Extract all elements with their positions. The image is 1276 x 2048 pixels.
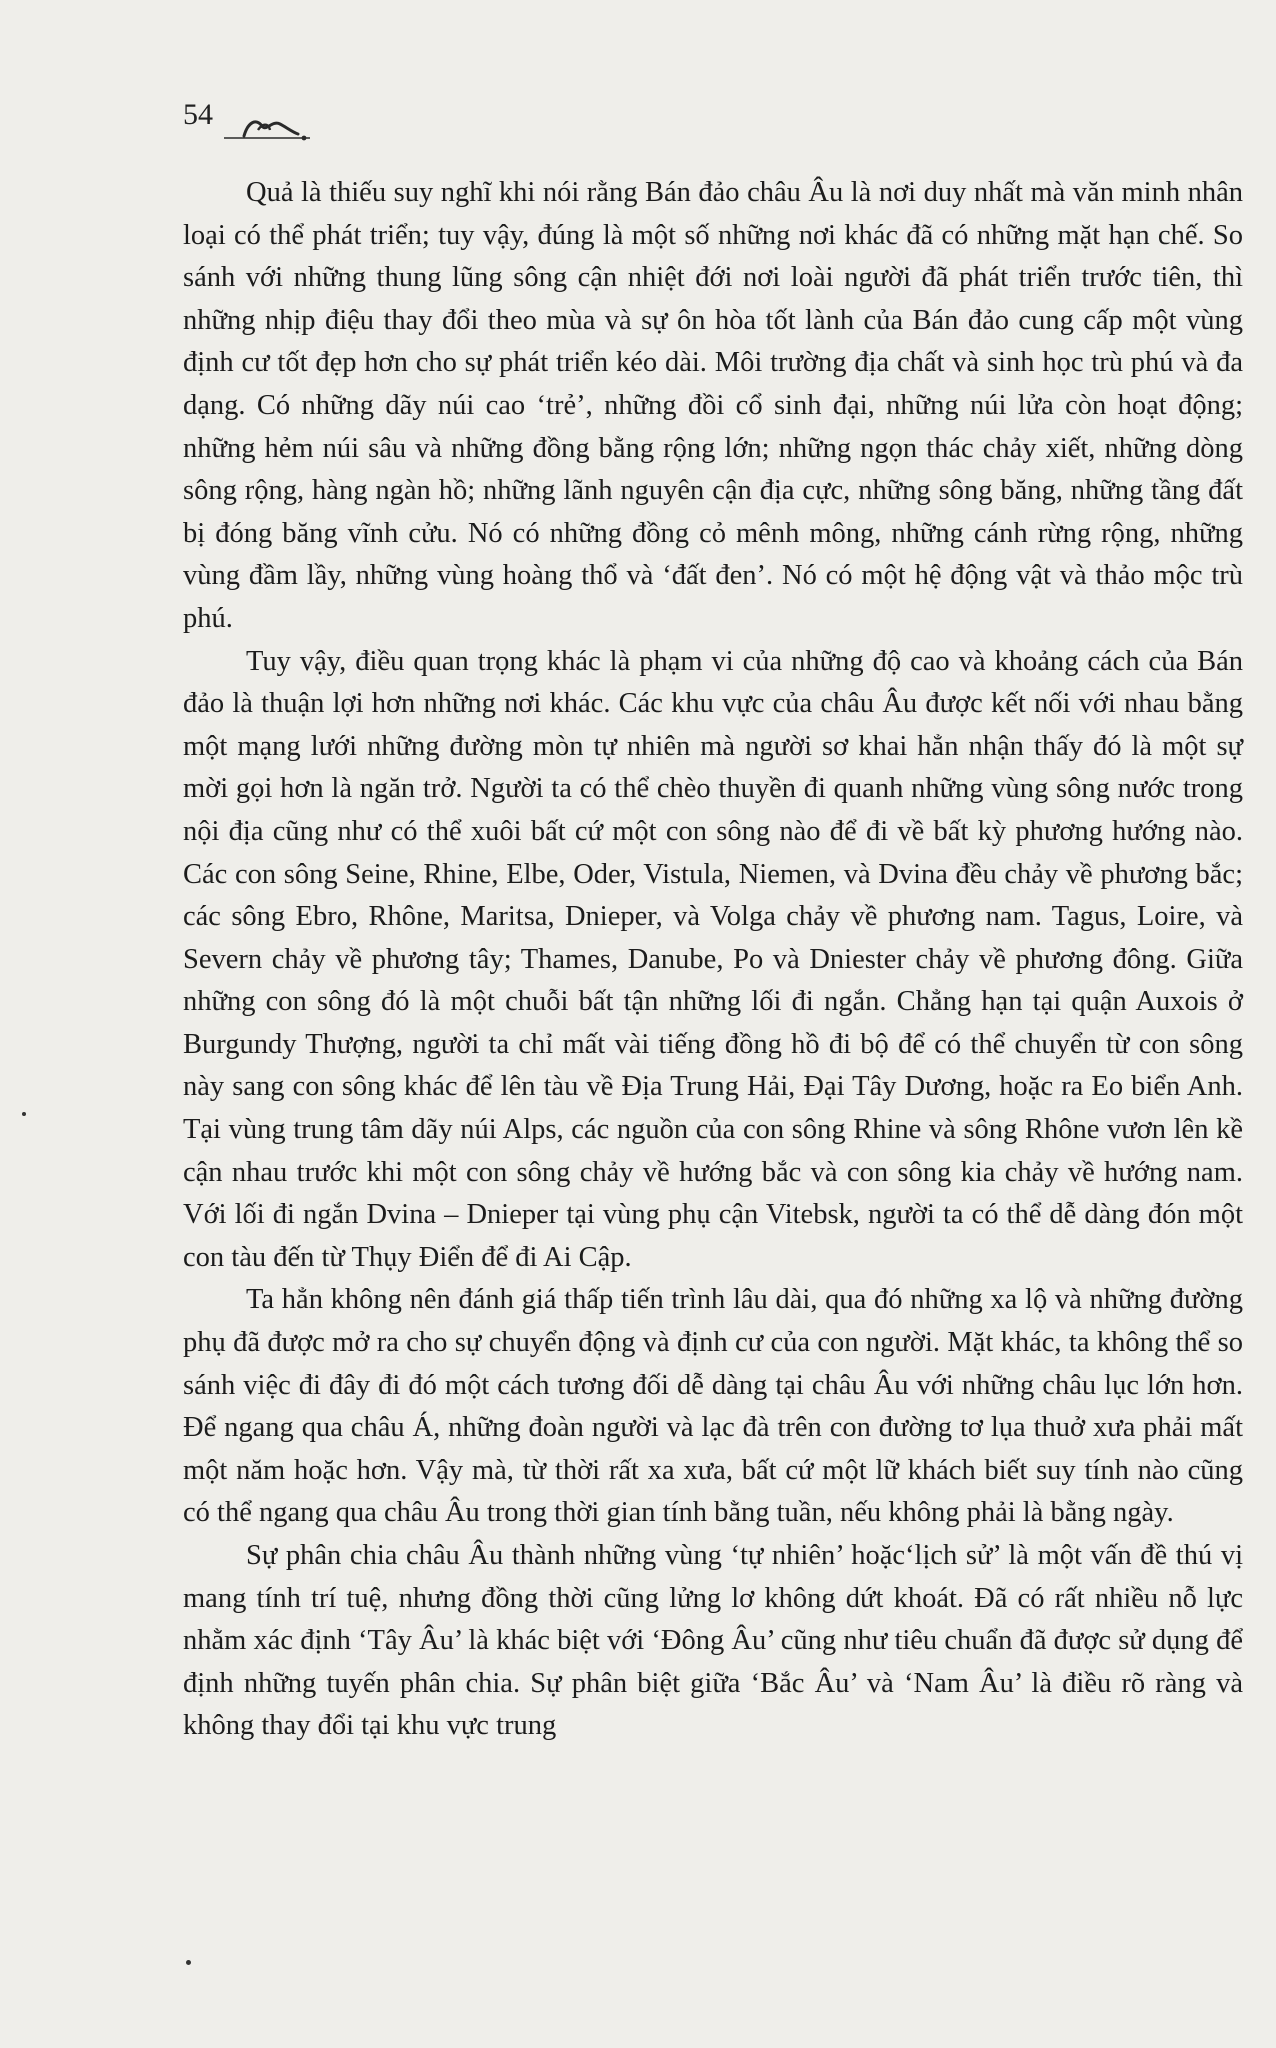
paragraph: Tuy vậy, điều quan trọng khác là phạm vi của những độ cao và khoảng cách của Bán đảo là thuận lợi hơn những nơi khác. Các khu vực của châu Âu được kết nối với nhau bằng một mạng lưới những đường mòn tự nhiên mà người sơ khai hẳn nhận thấy đó là một sự mời gọi hơn là ngăn trở. Người ta có thể chèo thuyền đi quanh những vùng sông nước trong nội địa cũng như có thể xuôi bất cứ một con sông nào để đi về bất kỳ phương hướng nào. Các con sông Seine, Rhine, Elbe, Oder, Vistula, Niemen, và Dvina đều chảy về phương bắc; các sông Ebro, Rhône, Maritsa, Dnieper, và Volga chảy về phương nam. Tagus, Loire, và Severn chảy về phương tây; Thames, Danube, Po và Dniester chảy về phương đông. Giữa những con sông đó là một chuỗi bất tận những lối đi ngắn. Chẳng hạn tại quận Auxois ở Burgundy Thượng, người ta chỉ mất vài tiếng đồng hồ đi bộ để có thể chuyển từ con sông này sang con sông khác để lên tàu về Địa Trung Hải, Đại Tây Dương, hoặc ra Eo biển Anh. Tại vùng trung tâm dãy núi Alps, các nguồn của con sông Rhine và sông Rhône vươn lên kề cận nhau trước khi một con sông chảy về hướng bắc và con sông kia chảy về hướng nam. Với lối đi ngắn Dvina – Dnieper tại vùng phụ cận Vitebsk, người ta có thể dễ dàng đón một con tàu đến từ Thụy Điển để đi Ai Cập.: [183, 645, 1243, 1273]
body-text: [183, 172, 1243, 1748]
page-number: 54: [183, 98, 213, 131]
print-speck: [22, 1112, 26, 1116]
paragraph: Quả là thiếu suy nghĩ khi nói rằng Bán đảo châu Âu là nơi duy nhất mà văn minh nhân loại có thể phát triển; tuy vậy, đúng là một số những nơi khác đã có những mặt hạn chế. So sánh với những thung lũng sông cận nhiệt đới nơi loài người đã phát triển trước tiên, thì những nhịp điệu thay đổi theo mùa và sự ôn hòa tốt lành của Bán đảo cung cấp một vùng định cư tốt đẹp hơn cho sự phát triển kéo dài. Môi trường địa chất và sinh học trù phú và đa dạng. Có những dãy núi cao ‘trẻ’, những đồi cổ sinh đại, những núi lửa còn hoạt động; những hẻm núi sâu và những đồng bằng rộng lớn; những ngọn thác chảy xiết, những dòng sông rộng, hàng ngàn hồ; những lãnh nguyên cận địa cực, những sông băng, những tầng đất bị đóng băng vĩnh cửu. Nó có những đồng cỏ mênh mông, những cánh rừng rộng, những vùng đầm lầy, những vùng hoàng thổ và ‘đất đen’. Nó có một hệ động vật và thảo mộc trù phú.: [183, 177, 1243, 634]
paragraph: Ta hẳn không nên đánh giá thấp tiến trình lâu dài, qua đó những xa lộ và những đường phụ đã được mở ra cho sự chuyển động và định cư của con người. Mặt khác, ta không thể so sánh việc đi đây đi đó một cách tương đối dễ dàng tại châu Âu với những châu lục lớn hơn. Để ngang qua châu Á, những đoàn người và lạc đà trên con đường tơ lụa thuở xưa phải mất một năm hoặc hơn. Vậy mà, từ thời rất xa xưa, bất cứ một lữ khách biết suy tính nào cũng có thể ngang qua châu Âu trong thời gian tính bằng tuần, nếu không phải là bằng ngày.: [183, 1284, 1243, 1529]
paragraph: Sự phân chia châu Âu thành những vùng ‘tự nhiên’ hoặc‘lịch sử’ là một vấn đề thú vị mang tính trí tuệ, nhưng đồng thời cũng lửng lơ không dứt khoát. Đã có rất nhiều nỗ lực nhằm xác định ‘Tây Âu’ là khác biệt với ‘Đông Âu’ cũng như tiêu chuẩn đã được sử dụng để định những tuyến phân chia. Sự phân biệt giữa ‘Bắc Âu’ và ‘Nam Âu’ là điều rõ ràng và không thay đổi tại khu vực trung: [183, 1540, 1243, 1742]
print-speck: [186, 1960, 191, 1965]
flourish-ornament-icon: [222, 108, 314, 144]
